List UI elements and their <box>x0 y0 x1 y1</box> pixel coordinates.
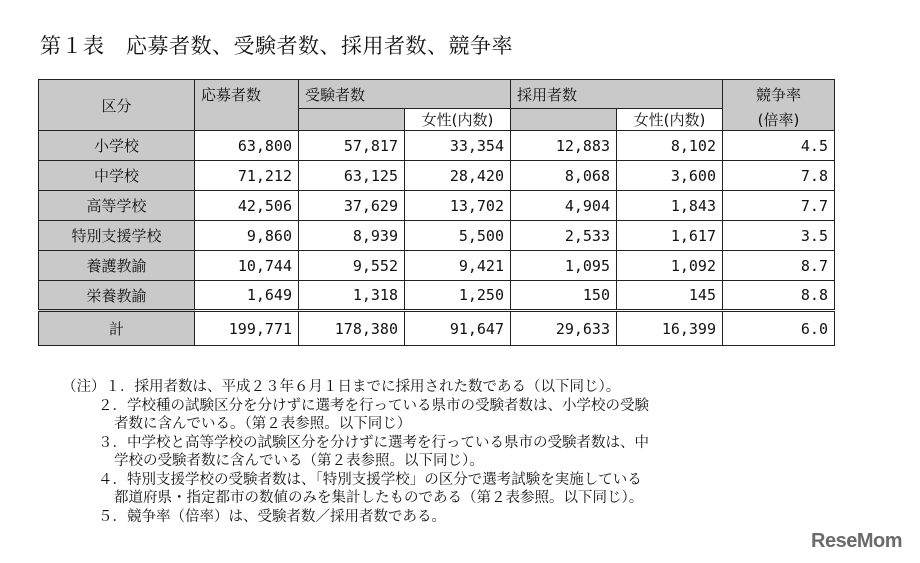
cell-josei-saiyo: 1,617 <box>617 221 723 251</box>
page-title: 第１表 応募者数、受験者数、採用者数、競争率 <box>40 34 513 58</box>
header-saiyo-sub-blank <box>511 109 617 131</box>
notes <box>62 378 649 526</box>
cell-saiyo: 4,904 <box>511 191 617 221</box>
note-3: ３．中学校と高等学校の試験区分を分けずに選考を行っている県市の受験者数は、中 <box>98 434 649 451</box>
stats-table <box>38 79 835 346</box>
total-ratio: 6.0 <box>723 311 835 346</box>
cell-josei-juken: 13,702 <box>405 191 511 221</box>
cell-ratio: 8.7 <box>723 251 835 281</box>
total-josei-saiyo: 16,399 <box>617 311 723 346</box>
cell-josei-juken: 5,500 <box>405 221 511 251</box>
header-kubun: 区分 <box>39 80 195 131</box>
cell-juken: 9,552 <box>299 251 405 281</box>
table-row <box>39 191 835 221</box>
cell-saiyo: 150 <box>511 281 617 311</box>
total-josei-juken: 91,647 <box>405 311 511 346</box>
cell-saiyo: 12,883 <box>511 131 617 161</box>
cell-oubo: 42,506 <box>195 191 299 221</box>
cell-josei-saiyo: 3,600 <box>617 161 723 191</box>
header-saiyo: 採用者数 <box>511 80 617 109</box>
cell-saiyo: 2,533 <box>511 221 617 251</box>
cell-ratio: 7.7 <box>723 191 835 221</box>
cell-juken: 37,629 <box>299 191 405 221</box>
row-label: 養護教諭 <box>39 251 195 281</box>
total-saiyo: 29,633 <box>511 311 617 346</box>
cell-oubo: 1,649 <box>195 281 299 311</box>
header-josei-saiyo: 女性(内数) <box>617 109 723 131</box>
cell-juken: 8,939 <box>299 221 405 251</box>
note-4-cont: 都道府県・指定都市の数値のみを集計したものである（第２表参照。以下同じ）。 <box>114 490 644 506</box>
cell-oubo: 9,860 <box>195 221 299 251</box>
row-label: 小学校 <box>39 131 195 161</box>
header-juken-blank <box>405 80 511 109</box>
table-row <box>39 251 835 281</box>
note-5: ５．競争率（倍率）は、受験者数／採用者数である。 <box>98 508 446 525</box>
cell-oubo: 71,212 <box>195 161 299 191</box>
cell-juken: 63,125 <box>299 161 405 191</box>
note-2-cont: 者数に含んでいる。（第２表参照。以下同じ） <box>114 416 412 432</box>
note-1: （注）１．採用者数は、平成２３年６月１日までに採用された数である（以下同じ）。 <box>62 379 621 395</box>
row-label: 栄養教諭 <box>39 281 195 311</box>
total-row <box>39 311 835 346</box>
header-saiyo-blank <box>617 80 723 109</box>
total-label: 計 <box>39 311 195 346</box>
table-row <box>39 161 835 191</box>
cell-josei-juken: 9,421 <box>405 251 511 281</box>
cell-josei-saiyo: 145 <box>617 281 723 311</box>
cell-saiyo: 1,095 <box>511 251 617 281</box>
note-4: ４．特別支援学校の受験者数は、「特別支援学校」の区分で選考試験を実施している <box>98 471 642 488</box>
header-juken: 受験者数 <box>299 80 405 109</box>
cell-josei-saiyo: 1,092 <box>617 251 723 281</box>
cell-juken: 57,817 <box>299 131 405 161</box>
cell-ratio: 7.8 <box>723 161 835 191</box>
cell-josei-saiyo: 1,843 <box>617 191 723 221</box>
resemom-logo: ReseMom <box>811 530 902 552</box>
header-bairitsu: (倍率) <box>723 109 835 131</box>
cell-saiyo: 8,068 <box>511 161 617 191</box>
cell-ratio: 8.8 <box>723 281 835 311</box>
note-3-cont: 学校の受験者数に含んでいる（第２表参照。以下同じ）。 <box>114 453 484 469</box>
row-label: 特別支援学校 <box>39 221 195 251</box>
cell-juken: 1,318 <box>299 281 405 311</box>
header-kyoso: 競争率 <box>723 80 835 109</box>
cell-josei-juken: 28,420 <box>405 161 511 191</box>
note-2: ２．学校種の試験区分を分けずに選考を行っている県市の受験者数は、小学校の受験 <box>98 397 649 414</box>
header-josei-juken: 女性(内数) <box>405 109 511 131</box>
table-row <box>39 221 835 251</box>
table-row <box>39 281 835 311</box>
header-oubo: 応募者数 <box>195 80 299 131</box>
cell-ratio: 4.5 <box>723 131 835 161</box>
cell-josei-juken: 33,354 <box>405 131 511 161</box>
table-row <box>39 131 835 161</box>
cell-josei-juken: 1,250 <box>405 281 511 311</box>
header-juken-sub-blank <box>299 109 405 131</box>
row-label: 高等学校 <box>39 191 195 221</box>
cell-ratio: 3.5 <box>723 221 835 251</box>
total-oubo: 199,771 <box>195 311 299 346</box>
cell-oubo: 63,800 <box>195 131 299 161</box>
total-juken: 178,380 <box>299 311 405 346</box>
cell-oubo: 10,744 <box>195 251 299 281</box>
row-label: 中学校 <box>39 161 195 191</box>
header-row-1 <box>39 80 835 109</box>
cell-josei-saiyo: 8,102 <box>617 131 723 161</box>
